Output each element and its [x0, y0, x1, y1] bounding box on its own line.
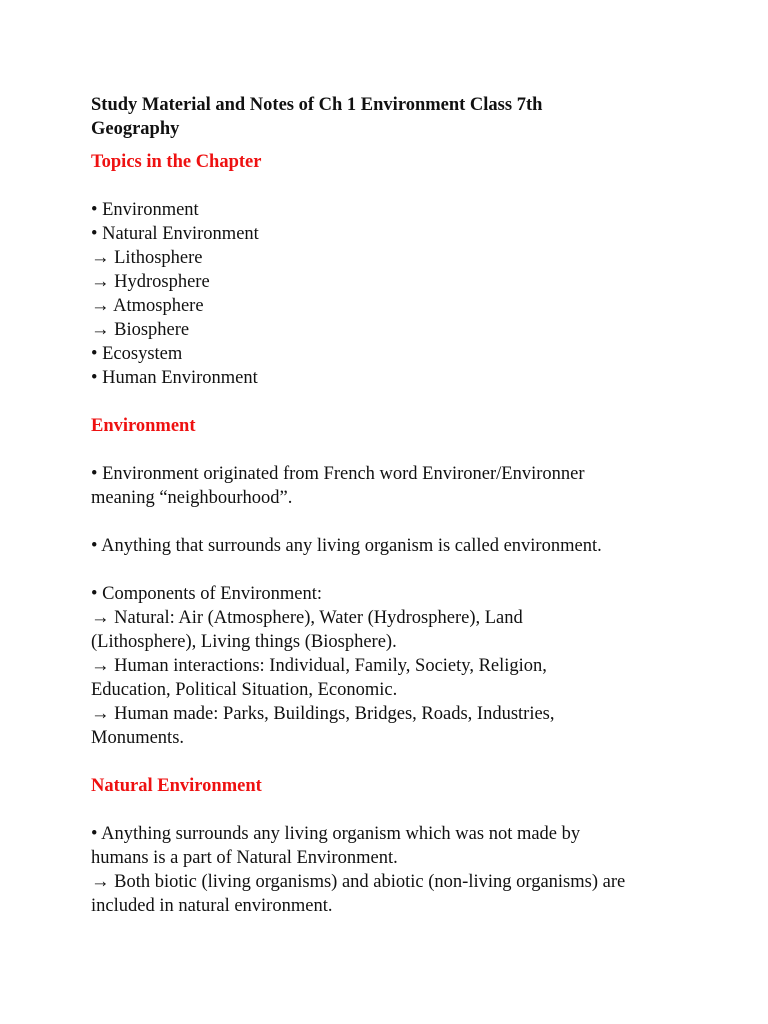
paragraph-line: • Environment originated from French word Environer/Environner — [91, 464, 585, 484]
topic-item: • Human Environment — [91, 368, 258, 388]
environment-paragraph-2 — [91, 534, 731, 558]
topic-item: • Environment — [91, 200, 199, 220]
paragraph-line: • Anything surrounds any living organism which was not made by — [91, 824, 581, 844]
topic-item: → Biosphere — [91, 320, 190, 340]
paragraph-line: → Both biotic (living organisms) and abiotic (non-living organisms) are — [91, 872, 626, 892]
section-heading-natural-environment: Natural Environment — [91, 776, 262, 796]
paragraph-line: → Human interactions: Individual, Family, Society, Religion, — [91, 656, 547, 676]
paragraph-line: Monuments. — [91, 728, 185, 748]
paragraph-line: • Components of Environment: — [91, 584, 323, 604]
document-title-line-2: Geography — [91, 119, 180, 139]
paragraph-line: (Lithosphere), Living things (Biosphere). — [91, 632, 397, 652]
topic-item: • Natural Environment — [91, 224, 259, 244]
topic-item: → Lithosphere — [91, 248, 203, 268]
paragraph-line: → Human made: Parks, Buildings, Bridges, Roads, Industries, — [91, 704, 555, 724]
paragraph-line: humans is a part of Natural Environment. — [91, 848, 398, 868]
paragraph-line: meaning “neighbourhood”. — [91, 488, 293, 508]
natural-environment-paragraph-1 — [91, 822, 731, 918]
topics-list — [91, 198, 731, 390]
paragraph-line: Education, Political Situation, Economic. — [91, 680, 398, 700]
paragraph-line: included in natural environment. — [91, 896, 333, 916]
document-page — [91, 93, 731, 918]
environment-paragraph-1 — [91, 462, 731, 510]
topic-item: → Atmosphere — [91, 296, 204, 316]
section-heading-environment: Environment — [91, 416, 196, 436]
paragraph-line: • Anything that surrounds any living organism is called environment. — [91, 536, 602, 556]
environment-paragraph-3 — [91, 582, 731, 750]
document-title-line-1: Study Material and Notes of Ch 1 Environment Class 7th — [91, 95, 543, 115]
topic-item: • Ecosystem — [91, 344, 183, 364]
paragraph-line: → Natural: Air (Atmosphere), Water (Hydrosphere), Land — [91, 608, 523, 628]
topic-item: → Hydrosphere — [91, 272, 210, 292]
section-heading-topics: Topics in the Chapter — [91, 152, 262, 172]
